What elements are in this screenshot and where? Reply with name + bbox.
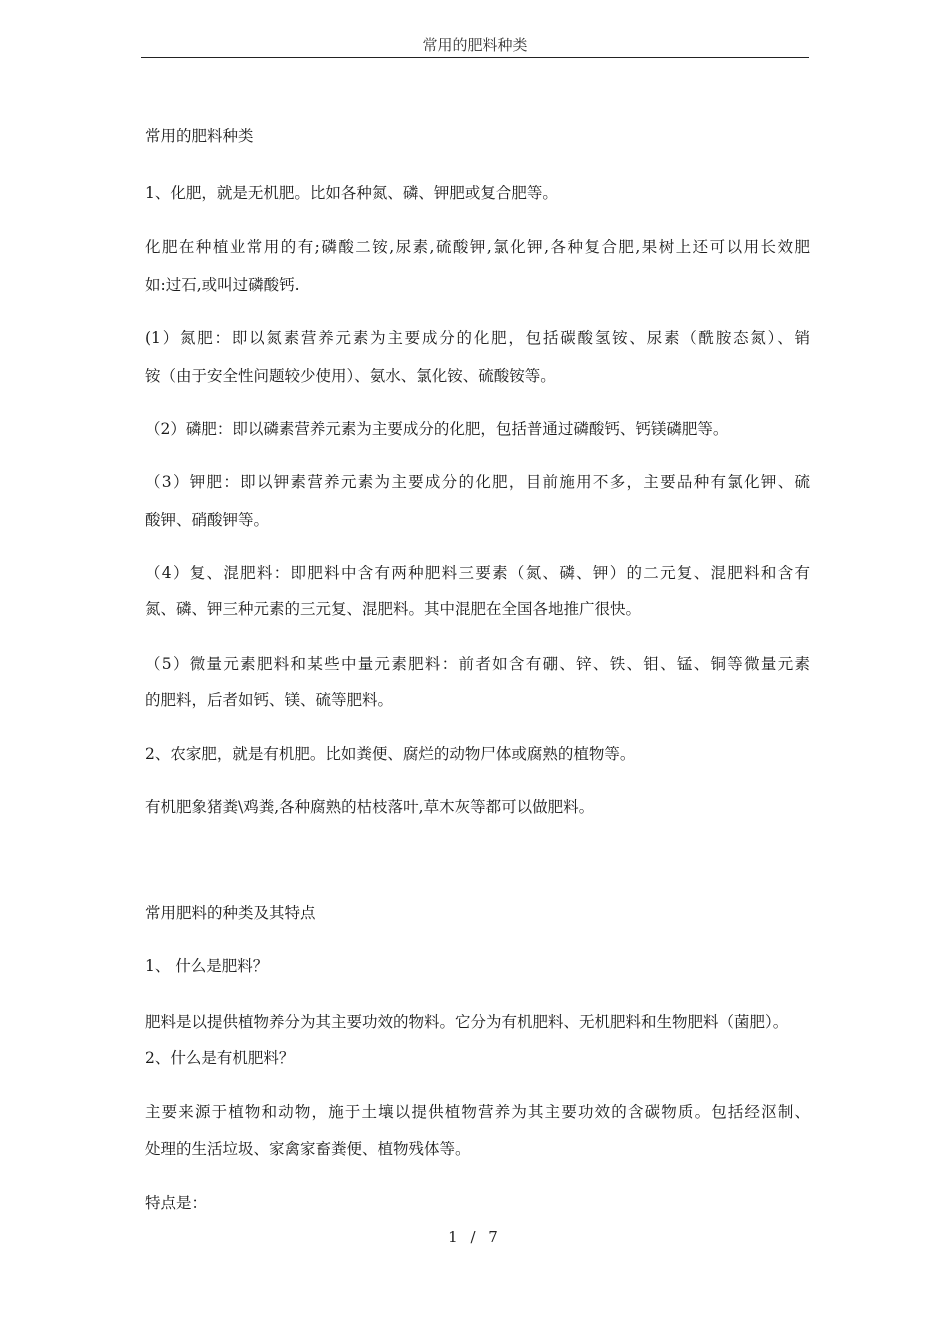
paragraph-line: 酸钾、硝酸钾等。 bbox=[145, 511, 270, 529]
paragraph-line: 铵（由于安全性问题较少使用）、氨水、氯化铵、硫酸铵等。 bbox=[145, 367, 556, 385]
header-rule bbox=[141, 57, 809, 58]
running-header: 常用的肥料种类 bbox=[422, 36, 528, 54]
paragraph-line: 氮、磷、钾三种元素的三元复、混肥料。其中混肥在全国各地推广很快。 bbox=[145, 600, 642, 618]
paragraph-line: 的肥料，后者如钙、镁、硫等肥料。 bbox=[145, 691, 394, 709]
paragraph-line: 主要来源于植物和动物，施于土壤以提供植物营养为其主要功效的含碳物质。包括经沤制、 bbox=[145, 1103, 810, 1121]
paragraph-line: 1、化肥，就是无机肥。比如各种氮、磷、钾肥或复合肥等。 bbox=[145, 184, 558, 202]
paragraph-line: （3）钾肥：即以钾素营养元素为主要成分的化肥，目前施用不多，主要品种有氯化钾、硫 bbox=[145, 473, 810, 491]
paragraph-line: 2、农家肥，就是有机肥。比如粪便、腐烂的动物尸体或腐熟的植物等。 bbox=[145, 745, 636, 763]
paragraph-line: （4）复、混肥料：即肥料中含有两种肥料三要素（氮、磷、钾）的二元复、混肥料和含有 bbox=[145, 564, 810, 582]
paragraph-line: （5）微量元素肥料和某些中量元素肥料：前者如含有硼、锌、铁、钼、锰、铜等微量元素 bbox=[145, 655, 810, 673]
section-title: 常用肥料的种类及其特点 bbox=[145, 904, 316, 922]
section-title: 常用的肥料种类 bbox=[145, 127, 254, 145]
paragraph-line: 肥料是以提供植物养分为其主要功效的物料。它分为有机肥料、无机肥料和生物肥料（菌肥）。 bbox=[145, 1013, 789, 1031]
paragraph-line: 处理的生活垃圾、家禽家畜粪便、植物残体等。 bbox=[145, 1140, 471, 1158]
paragraph-line: 有机肥象猪粪\鸡粪,各种腐熟的枯枝落叶,草木灰等都可以做肥料。 bbox=[145, 798, 595, 816]
question-heading: 1、 什么是肥料？ bbox=[145, 957, 269, 975]
paragraph-line: 如:过石,或叫过磷酸钙. bbox=[145, 276, 300, 294]
page-number: 1 / 7 bbox=[448, 1228, 502, 1246]
paragraph-line: 特点是： bbox=[145, 1194, 208, 1212]
paragraph-line: （2）磷肥：即以磷素营养元素为主要成分的化肥，包括普通过磷酸钙、钙镁磷肥等。 bbox=[145, 420, 729, 438]
question-heading: 2、什么是有机肥料？ bbox=[145, 1049, 295, 1067]
paragraph-line: 化肥在种植业常用的有;磷酸二铵,尿素,硫酸钾,氯化钾,各种复合肥,果树上还可以用长效肥 bbox=[145, 238, 810, 256]
paragraph-line: (1）氮肥：即以氮素营养元素为主要成分的化肥，包括碳酸氢铵、尿素（酰胺态氮）、销 bbox=[145, 329, 810, 347]
